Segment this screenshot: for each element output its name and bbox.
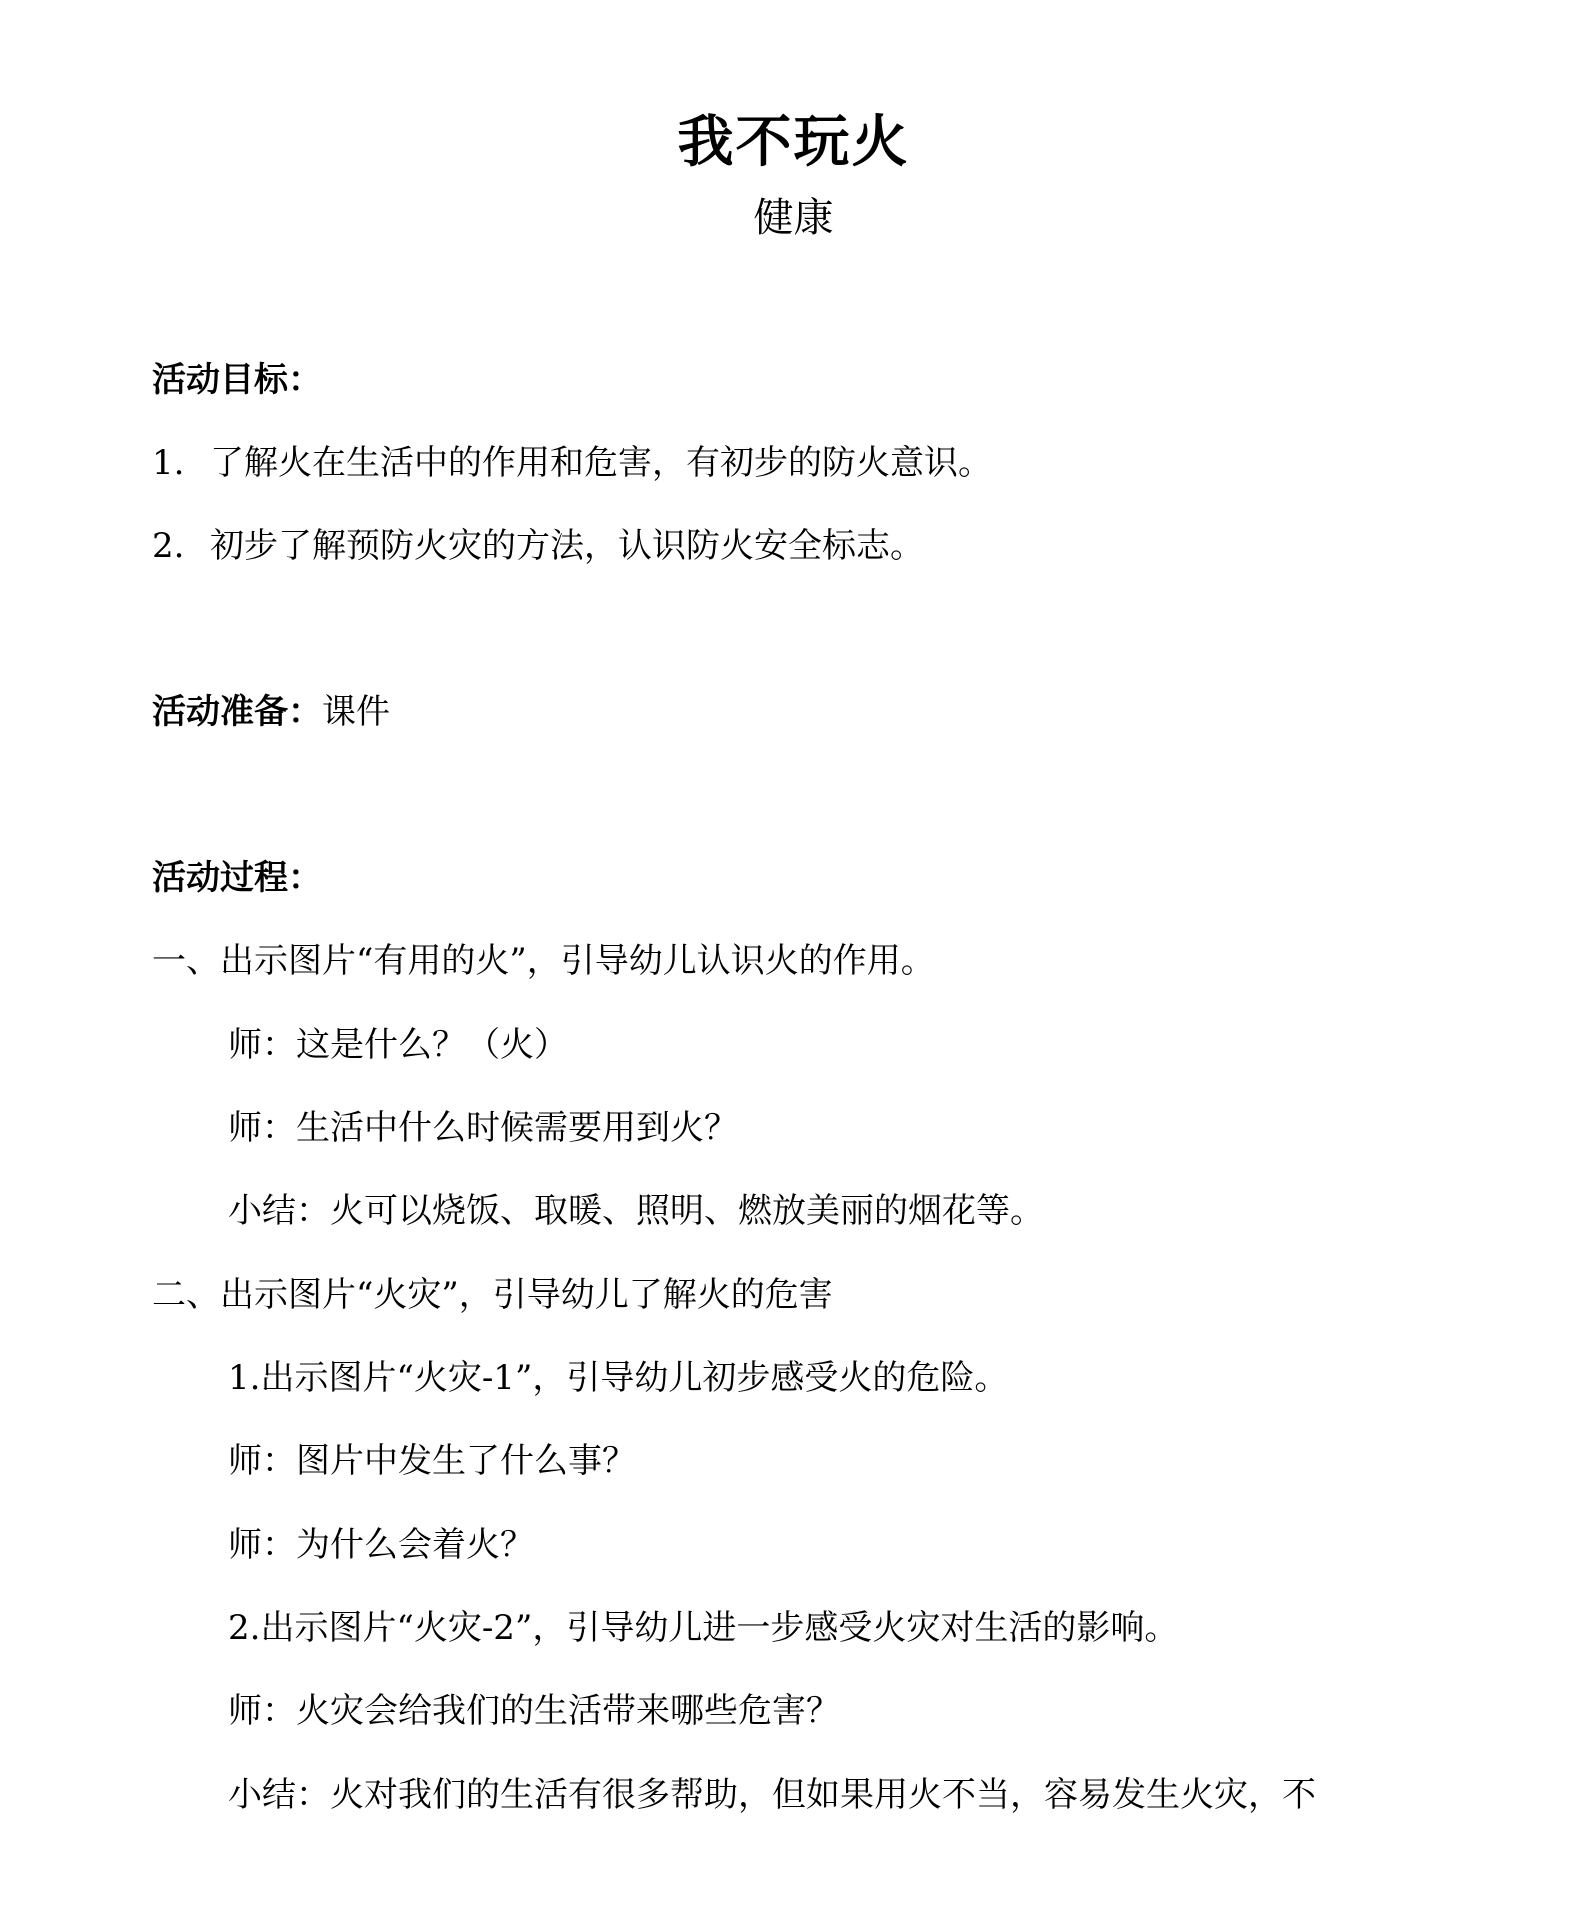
preparation-value: 课件 xyxy=(322,692,390,732)
preparation-line xyxy=(152,690,390,734)
process-step: 一、出示图片“有用的火”，引导幼儿认识火的作用。 xyxy=(152,941,935,981)
process-line: 师：火灾会给我们的生活带来哪些危害？ xyxy=(228,1691,840,1731)
process-summary: 小结：火可以烧饭、取暖、照明、燃放美丽的烟花等。 xyxy=(228,1191,1044,1231)
goal-number: 2. xyxy=(152,526,185,566)
process-line: 师：这是什么？（火） xyxy=(228,1025,568,1065)
process-substep: 1.出示图片“火灾-1”，引导幼儿初步感受火的危险。 xyxy=(228,1358,1009,1398)
goal-text: 初步了解预防火灾的方法，认识防火安全标志。 xyxy=(210,526,924,566)
document-subtitle: 健康 xyxy=(753,195,834,241)
process-heading: 活动过程： xyxy=(152,858,322,898)
process-line: 师：为什么会着火？ xyxy=(228,1525,534,1565)
document-title: 我不玩火 xyxy=(677,109,910,175)
preparation-heading: 活动准备： xyxy=(152,692,322,732)
goals-heading: 活动目标： xyxy=(152,360,322,400)
goal-item xyxy=(152,441,992,485)
goal-number: 1. xyxy=(152,443,185,483)
process-step: 二、出示图片“火灾”，引导幼儿了解火的危害 xyxy=(152,1275,833,1315)
process-summary: 小结：火对我们的生活有很多帮助，但如果用火不当，容易发生火灾，不 xyxy=(228,1775,1316,1815)
goal-text: 了解火在生活中的作用和危害，有初步的防火意识。 xyxy=(210,443,992,483)
process-substep: 2.出示图片“火灾-2”，引导幼儿进一步感受火灾对生活的影响。 xyxy=(228,1608,1179,1648)
process-line: 师：图片中发生了什么事？ xyxy=(228,1441,636,1481)
process-line: 师：生活中什么时候需要用到火？ xyxy=(228,1108,738,1148)
goal-item xyxy=(152,524,924,568)
